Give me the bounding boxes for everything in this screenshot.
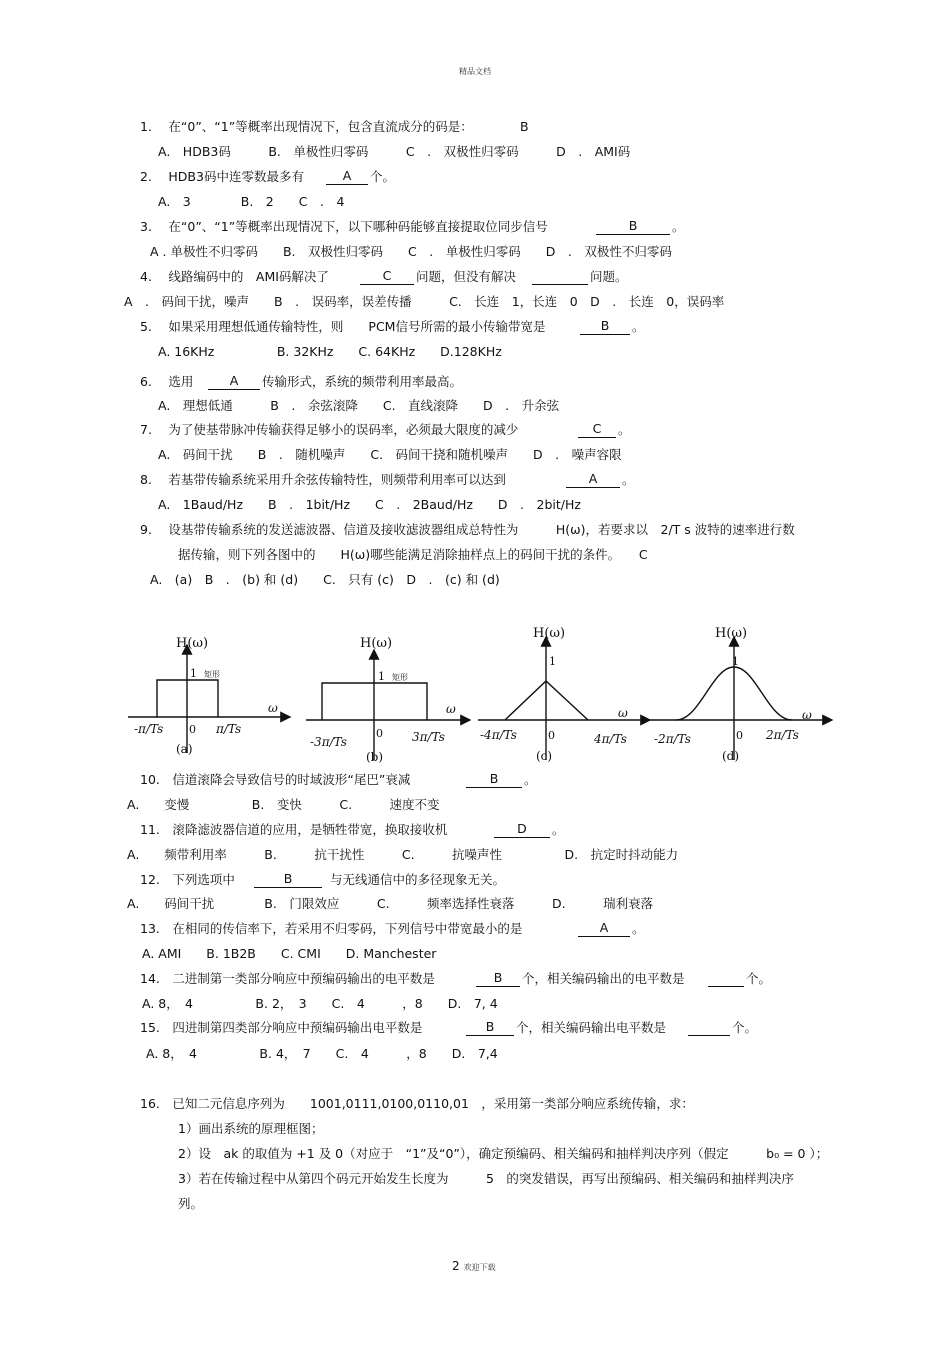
answer-blank: C	[360, 270, 414, 285]
fig-d-cap: (d)	[722, 749, 740, 763]
question-line: 10. 信道滚降会导致信号的时域波形“尾巴”衰减	[140, 772, 411, 787]
question-line: 3）若在传输过程中从第四个码元开始发生长度为 5 的突发错误，再写出预编码、相关编码和抽样判决序	[178, 1171, 794, 1186]
page-header: 精品文档	[459, 67, 491, 76]
answer-blank: B	[596, 220, 670, 235]
answer-blank: D	[494, 823, 550, 838]
fig-b-ylabel: H(ω)	[360, 636, 393, 651]
answer-blank: A	[566, 473, 620, 488]
answer-blank: B	[466, 1021, 514, 1036]
question-line: 传输形式，系统的频带利用率最高。	[262, 374, 463, 389]
answer-blank	[708, 972, 744, 987]
fig-a-w: ω	[268, 701, 278, 715]
figure-b	[306, 636, 470, 764]
fig-a-xl: -π/Ts	[134, 722, 164, 736]
fig-c-xr: 4π/Ts	[594, 732, 627, 746]
fig-c-xl: -4π/Ts	[480, 728, 517, 742]
question-line: 5. 如果采用理想低通传输特性，则 PCM信号所需的最小传输带宽是	[140, 319, 546, 334]
fig-c-w: ω	[618, 706, 628, 720]
question-line: A. AMI B. 1B2B C. CMI D. Manchester	[142, 946, 437, 961]
question-line: A. 理想低通 B . 余弦滚降 C. 直线滚降 D . 升余弦	[158, 398, 560, 413]
question-line: 2）设 ak 的取值为 +1 及 0（对应于 “1”及“0”），确定预编码、相关编码和抽样判决序列（假定 b₀ = 0 ）；	[178, 1146, 829, 1161]
question-line: 列。	[178, 1196, 204, 1211]
fig-b-note: 矩形	[392, 673, 408, 682]
question-line: 。	[672, 219, 685, 234]
answer-blank	[532, 270, 588, 285]
question-line: 1. 在“0”、“1”等概率出现情况下，包含直流成分的码是：	[140, 119, 473, 134]
figure-d	[650, 626, 832, 763]
question-line: 。	[632, 319, 645, 334]
answer-blank: B	[476, 972, 520, 987]
question-line: 15. 四进制第四类部分响应中预编码输出电平数是	[140, 1020, 423, 1035]
question-line: 。	[618, 422, 631, 437]
page-footer	[452, 1260, 496, 1273]
fig-d-w: ω	[802, 708, 812, 722]
question-line: 据传输，则下列各图中的 H(ω)哪些能满足消除抽样点上的码间干扰的条件。 C	[178, 547, 648, 562]
fig-b-xr: 3π/Ts	[412, 730, 445, 744]
question-line: A. 码间干扰 B . 随机噪声 C. 码间干挠和随机噪声 D . 噪声容限	[158, 447, 622, 462]
question-line: 11. 滚降滤波器信道的应用，是牺牲带宽，换取接收机	[140, 822, 448, 837]
fig-d-ylabel: H(ω)	[715, 626, 748, 641]
answer-blank: C	[578, 423, 616, 438]
figure-c	[478, 626, 650, 763]
fig-a-xr: π/Ts	[216, 722, 242, 736]
question-line: A. 频带利用率 B. 抗干扰性 C. 抗噪声性 D. 抗定时抖动能力	[127, 847, 679, 862]
fig-c-one: 1	[549, 655, 556, 668]
fig-d-zero: 0	[736, 729, 743, 742]
question-line: 12. 下列选项中	[140, 872, 235, 887]
figure-a	[128, 636, 290, 756]
answer-blank	[688, 1021, 730, 1036]
question-line: 。	[632, 921, 645, 936]
question-line: A . 码间干扰，噪声 B . 误码率，误差传播 C. 长连 1，长连 0 D . 长连 0，误码率	[124, 294, 725, 309]
question-line: 13. 在相同的传信率下，若采用不归零码，下列信号中带宽最小的是	[140, 921, 523, 936]
question-line: 个，相关编码输出电平数是	[516, 1020, 667, 1035]
question-line: 问题。	[590, 269, 628, 284]
answer-blank: B	[466, 773, 522, 788]
question-line: A. 1Baud/Hz B . 1bit/Hz C . 2Baud/Hz D . 2bit/Hz	[158, 497, 581, 512]
question-line: 问题，但没有解决	[416, 269, 517, 284]
fig-b-cap: (b)	[366, 750, 384, 764]
footer-note: 欢迎下载	[463, 1263, 496, 1272]
fig-d-one: 1	[732, 655, 739, 668]
page-number: 2	[452, 1259, 460, 1273]
question-line: 9. 设基带传输系统的发送滤波器、信道及接收滤波器组成总特性为 H(ω)，若要求以 2/T s 波特的速率进行数	[140, 522, 795, 537]
question-line: 3. 在“0”、“1”等概率出现情况下，以下哪种码能够直接提取位同步信号	[140, 219, 548, 234]
answer-blank: A	[326, 170, 368, 185]
fig-a-ylabel: H(ω)	[176, 636, 209, 651]
question-line: 7. 为了使基带脉冲传输获得足够小的误码率，必须最大限度的减少	[140, 422, 519, 437]
fig-d-xr: 2π/Ts	[766, 728, 799, 742]
question-line: 14. 二进制第一类部分响应中预编码输出的电平数是	[140, 971, 435, 986]
question-line: 。	[622, 472, 635, 487]
fig-b-xl: -3π/Ts	[310, 735, 347, 749]
question-line: 个。	[370, 169, 396, 184]
question-line: 。	[552, 822, 565, 837]
fig-d-xl: -2π/Ts	[654, 732, 691, 746]
question-line: A. 16KHz B. 32KHz C. 64KHz D.128KHz	[158, 344, 502, 359]
question-line: 8. 若基带传输系统采用升余弦传输特性，则频带利用率可以达到	[140, 472, 506, 487]
question-line: 4. 线路编码中的 AMI码解决了	[140, 269, 329, 284]
answer-blank: B	[580, 320, 630, 335]
answer-blank: A	[208, 375, 260, 390]
question-line: A. (a) B . (b) 和 (d) C. 只有 (c) D . (c) 和 (d)	[150, 572, 500, 587]
fig-c-zero: 0	[548, 729, 555, 742]
fig-a-note: 矩形	[204, 670, 220, 679]
frequency-response-figures	[0, 625, 950, 765]
question-line: A. 码间干扰 B. 门限效应 C. 频率选择性衰落 D. 瑞利衰落	[127, 896, 654, 911]
question-line: 个。	[746, 971, 772, 986]
fig-a-zero: 0	[189, 723, 196, 736]
fig-b-zero: 0	[376, 727, 383, 740]
answer-blank: A	[578, 922, 630, 937]
fig-c-cap: (c)	[536, 749, 553, 763]
question-line: A. 8， 4 B. 2， 3 C. 4 ，8 D. 7, 4	[142, 996, 498, 1011]
fig-b-one: 1	[378, 670, 385, 683]
question-line: 个，相关编码输出的电平数是	[522, 971, 685, 986]
question-line: 个。	[732, 1020, 758, 1035]
question-line: B	[520, 119, 529, 134]
fig-c-ylabel: H(ω)	[533, 626, 566, 641]
question-line: A. 8， 4 B. 4， 7 C. 4 ，8 D. 7,4	[146, 1046, 498, 1061]
question-line: 6. 选用	[140, 374, 194, 389]
question-line: 。	[524, 772, 537, 787]
question-line: A. 3 B. 2 C . 4	[158, 194, 345, 209]
fig-b-w: ω	[446, 702, 456, 716]
fig-a-one: 1	[190, 667, 197, 680]
question-line: 与无线通信中的多径现象无关。	[330, 872, 506, 887]
question-line: 16. 已知二元信息序列为 1001,0111,0100,0110,01 ，采用第一类部分响应系统传输，求：	[140, 1096, 694, 1111]
question-line: 2. HDB3码中连零数最多有	[140, 169, 304, 184]
question-line: A. HDB3码 B. 单极性归零码 C . 双极性归零码 D . AMI码	[158, 144, 631, 159]
fig-a-cap: (a)	[176, 742, 193, 756]
question-line: A. 变慢 B. 变快 C. 速度不变	[127, 797, 440, 812]
question-line: A . 单极性不归零码 B. 双极性归零码 C . 单极性归零码 D . 双极性不归零码	[150, 244, 672, 259]
answer-blank: B	[254, 873, 322, 888]
question-line: 1）画出系统的原理框图；	[178, 1121, 324, 1136]
